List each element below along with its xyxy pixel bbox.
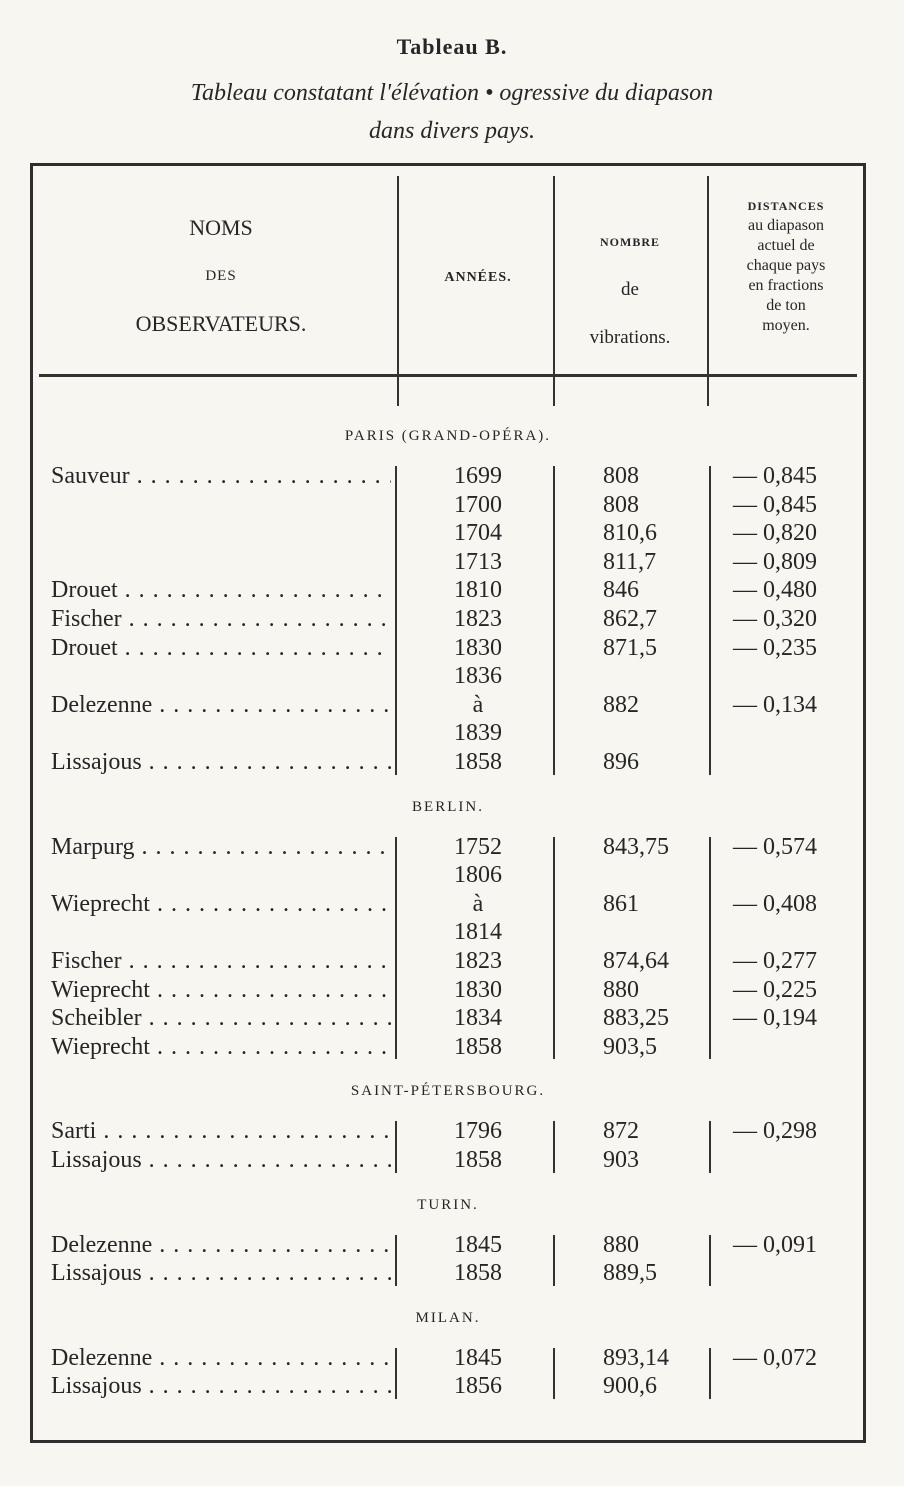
vibrations-cell: 903 [603, 1147, 639, 1173]
distance-cell: — 0,194 [733, 1005, 817, 1032]
header-rule [39, 374, 857, 377]
table-title: Tableau B. [396, 34, 508, 59]
column-rule [553, 837, 555, 1060]
section-heading: MILAN. [415, 1309, 481, 1326]
year-cell: 1700 [454, 491, 502, 518]
vibrations-cell: 893,14 [603, 1344, 669, 1371]
header-annees: ANNÉES. [444, 270, 512, 285]
vibrations-cell: 874,64 [603, 948, 669, 974]
year-cell: 1806 [454, 862, 502, 889]
subtitle-line-2: dans divers pays. [369, 118, 535, 144]
header-noms-line: NOMS [189, 215, 253, 240]
section-heading: SAINT-PÉTERSBOURG. [350, 1083, 546, 1100]
year-cell: 1814 [454, 919, 502, 946]
year-cell: 1704 [454, 520, 502, 547]
observer-name: Delezenne . . . [51, 691, 391, 719]
header-nombre-line: NOMBRE [600, 235, 660, 249]
observer-name: Lissajous . . . [51, 1372, 391, 1400]
vibrations-cell: 872 [603, 1118, 639, 1145]
year-cell: 1839 [454, 720, 502, 747]
header-observateurs [41, 204, 401, 348]
vibrations-cell: 808 [603, 463, 639, 489]
distance-cell: — 0,091 [733, 1231, 817, 1258]
vibrations-cell: 889,5 [603, 1260, 657, 1287]
column-rule [395, 837, 397, 1060]
vibrations-cell: 880 [603, 976, 639, 1003]
observer-name: Scheibler . . . [51, 1004, 391, 1032]
header-noms-line: OBSERVATEURS. [135, 311, 307, 336]
distance-cell: — 0,072 [733, 1344, 817, 1371]
vibrations-cell: 811,7 [603, 548, 657, 575]
year-cell: à [472, 691, 484, 718]
column-rule [395, 466, 397, 775]
section-heading: BERLIN. [412, 798, 484, 815]
header-dist-line: moyen. [762, 317, 810, 334]
observer-name: Lissajous . . . [51, 1259, 391, 1287]
observer-name: Lissajous . . . [51, 1146, 391, 1174]
column-rule [709, 466, 711, 775]
column-rule [709, 1121, 711, 1172]
vibrations-cell: 810,6 [603, 520, 657, 547]
column-rule [395, 1121, 397, 1172]
distance-cell: — 0,574 [733, 833, 817, 860]
vibrations-cell: 861 [603, 890, 639, 917]
distance-cell: — 0,480 [733, 577, 817, 604]
distance-cell: — 0,235 [733, 634, 817, 661]
year-cell: 1752 [454, 833, 502, 860]
distance-cell: — 0,134 [733, 691, 817, 718]
header-vibrations [555, 218, 705, 362]
header-dist-line: chaque pays [746, 257, 826, 274]
header-noms-line: DES [205, 268, 237, 284]
column-rule [553, 1121, 555, 1172]
distance-cell: — 0,277 [733, 948, 817, 974]
column-rule [709, 837, 711, 1060]
column-rule [709, 1235, 711, 1286]
year-cell: 1845 [454, 1344, 502, 1371]
observer-name: Delezenne . . . [51, 1344, 391, 1372]
vibrations-cell: 903,5 [603, 1033, 657, 1060]
observer-name: Fischer . . . [51, 605, 391, 633]
year-cell: à [472, 890, 484, 917]
distance-cell: — 0,408 [733, 890, 817, 917]
header-dist-line: DISTANCES [747, 199, 825, 213]
year-cell: 1796 [454, 1118, 502, 1145]
observer-name: Sarti . . . [51, 1117, 391, 1145]
distance-cell: — 0,820 [733, 520, 817, 547]
subtitle-line-1: Tableau constatant l'élévation • ogressive du diapason [190, 80, 714, 106]
year-cell: 1830 [454, 634, 502, 661]
header-nombre-line: de [621, 279, 639, 300]
vibrations-cell: 862,7 [603, 606, 657, 632]
observer-name: Delezenne . . . [51, 1231, 391, 1259]
observer-name: Wieprecht . . . [51, 976, 391, 1004]
header-dist-line: actuel de [757, 237, 815, 254]
column-rule [395, 1235, 397, 1286]
diapason-table [30, 163, 866, 1443]
observer-name: Sauveur . . . [51, 462, 391, 490]
vibrations-cell: 880 [603, 1231, 639, 1258]
observer-name: Lissajous . . . [51, 748, 391, 776]
year-cell: 1858 [454, 1033, 502, 1060]
year-cell: 1845 [454, 1231, 502, 1258]
vibrations-cell: 846 [603, 577, 639, 604]
header-nombre-line: vibrations. [589, 327, 671, 348]
year-cell: 1830 [454, 976, 502, 1003]
column-rule [553, 1235, 555, 1286]
header-dist-line: en fractions [748, 277, 824, 294]
header-distances [709, 196, 863, 336]
header-dist-line: au diapason [748, 217, 824, 234]
column-rule [553, 1348, 555, 1399]
header-dist-line: de ton [766, 297, 806, 314]
observer-name: Fischer . . . [51, 947, 391, 975]
observer-name: Wieprecht . . . [51, 890, 391, 918]
year-cell: 1810 [454, 577, 502, 604]
year-cell: 1699 [454, 463, 502, 489]
section-heading: TURIN. [417, 1196, 479, 1213]
vibrations-cell: 896 [603, 749, 639, 775]
year-cell: 1858 [454, 1260, 502, 1287]
distance-cell: — 0,845 [733, 463, 817, 489]
vibrations-cell: 808 [603, 491, 639, 518]
year-cell: 1856 [454, 1373, 502, 1400]
year-cell: 1858 [454, 1147, 502, 1173]
vibrations-cell: 843,75 [603, 833, 669, 860]
observer-name: Drouet . . . [51, 576, 391, 604]
observer-name: Drouet . . . [51, 634, 391, 662]
year-cell: 1713 [454, 548, 502, 575]
vibrations-cell: 883,25 [603, 1005, 669, 1032]
distance-cell: — 0,320 [733, 606, 817, 632]
column-rule [709, 1348, 711, 1399]
distance-cell: — 0,225 [733, 976, 817, 1003]
distance-cell: — 0,809 [733, 548, 817, 575]
observer-name: Marpurg . . . [51, 833, 391, 861]
column-rule [553, 466, 555, 775]
distance-cell: — 0,845 [733, 491, 817, 518]
year-cell: 1858 [454, 749, 502, 775]
table-subtitle [60, 74, 844, 150]
year-cell: 1836 [454, 663, 502, 690]
section-heading: PARIS (GRAND-OPÉRA). [344, 428, 552, 444]
column-rule [395, 1348, 397, 1399]
year-cell: 1823 [454, 606, 502, 632]
vibrations-cell: 882 [603, 691, 639, 718]
vibrations-cell: 871,5 [603, 634, 657, 661]
distance-cell: — 0,298 [733, 1118, 817, 1145]
year-cell: 1823 [454, 948, 502, 974]
year-cell: 1834 [454, 1005, 502, 1032]
observer-name: Wieprecht . . . [51, 1033, 391, 1061]
vibrations-cell: 900,6 [603, 1373, 657, 1400]
